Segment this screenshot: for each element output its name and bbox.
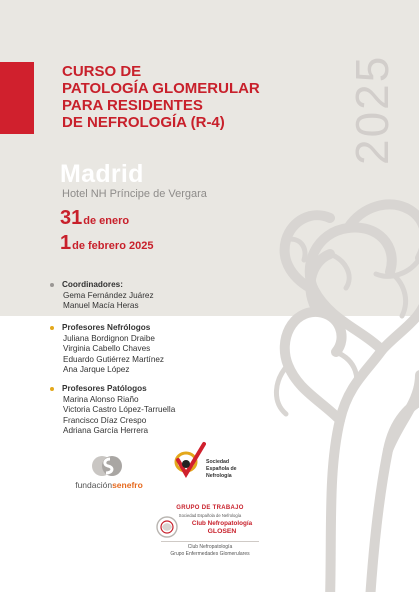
- year-vertical: 2025: [346, 54, 398, 166]
- nefrologo-name: Virginia Cabello Chaves: [63, 344, 151, 353]
- coordinadores-heading: Coordinadores:: [62, 280, 123, 289]
- glosen-divider: [161, 541, 259, 542]
- patologo-name: Francisco Díaz Crespo: [63, 415, 147, 425]
- glosen-subtitle-1: Club Nefropatología: [187, 544, 233, 550]
- senefro-s-icon: [66, 453, 152, 479]
- glosen-subtitle-2: Grupo Enfermedades Glomerulares: [170, 551, 250, 557]
- kidney-tree-illustration: [270, 170, 419, 592]
- nefrologo-name: Juliana Bordignon Draibe: [63, 333, 155, 343]
- sen-logo: [170, 440, 250, 490]
- title-line-3: PARA RESIDENTES: [62, 97, 203, 114]
- date-2-month: de febrero 2025: [72, 240, 154, 252]
- event-date-1: [60, 207, 129, 230]
- sen-check-icon: [170, 440, 206, 490]
- title-line-4: DE NEFROLOGÍA (R-4): [62, 114, 225, 131]
- date-1-number: 31: [60, 207, 83, 229]
- glosen-group-label: GRUPO DE TRABAJO: [176, 505, 244, 511]
- sen-line: Española de: [206, 466, 237, 472]
- coordinador-name: Manuel Macía Heras: [63, 301, 139, 310]
- patologos-section: [50, 384, 175, 437]
- gold-bullet-icon: [50, 326, 54, 330]
- patologo-name: Marina Alonso Riaño: [63, 394, 139, 404]
- title-line-1: CURSO DE: [62, 63, 142, 80]
- glosen-society-label: Sociedad Española de Nefrología: [178, 513, 242, 518]
- patologos-heading: Profesores Patólogos: [62, 384, 147, 393]
- glosen-emblem-icon: [156, 516, 178, 538]
- date-2-number: 1: [60, 232, 72, 254]
- patologo-name: Victoria Castro López-Tarruella: [63, 405, 176, 414]
- title-line-2: PATOLOGÍA GLOMERULAR: [62, 80, 260, 97]
- sen-line: Sociedad: [206, 459, 230, 465]
- coordinador-name: Gema Fernández Juárez: [63, 290, 154, 300]
- senefro-brand: senefro: [112, 480, 143, 490]
- gray-bullet-icon: [50, 283, 54, 287]
- patologo-name: Adriana García Herrera: [63, 426, 149, 435]
- course-title: [62, 63, 282, 131]
- sen-line: Nefrología: [206, 473, 232, 479]
- senefro-prefix: fundación: [75, 480, 113, 490]
- sen-text: [206, 459, 237, 480]
- red-accent-block: [0, 62, 34, 134]
- nefrologos-section: [50, 323, 164, 376]
- fundacion-senefro-logo: [66, 453, 152, 493]
- event-venue: Hotel NH Príncipe de Vergara: [62, 188, 207, 200]
- glosen-logo: [155, 505, 265, 563]
- glosen-name: GLOSEN: [207, 528, 237, 535]
- glosen-club-label: Club Nefropatología: [191, 520, 253, 527]
- event-city: Madrid: [60, 160, 144, 188]
- nefrologo-name: Ana Jarque López: [63, 365, 130, 374]
- date-1-month: de enero: [83, 215, 130, 227]
- coordinadores-section: [50, 280, 154, 312]
- event-date-2: [60, 232, 153, 255]
- senefro-wordmark: [66, 480, 152, 490]
- gold-bullet-icon: [50, 387, 54, 391]
- nefrologos-heading: Profesores Nefrólogos: [62, 323, 151, 332]
- nefrologo-name: Eduardo Gutiérrez Martínez: [63, 354, 165, 364]
